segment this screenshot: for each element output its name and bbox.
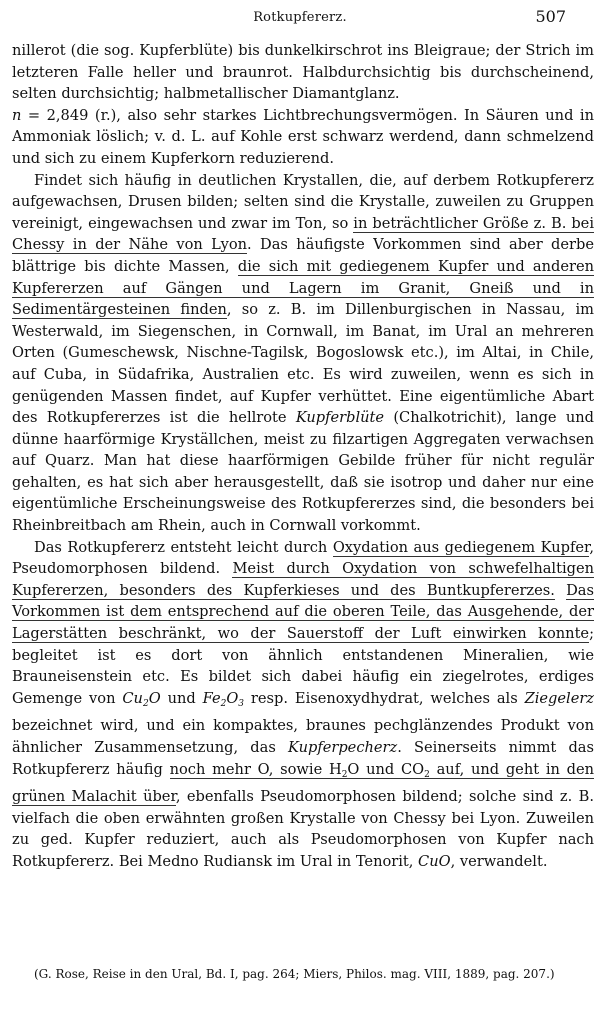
underlined-passage: in beträchtlicher Größe z. B. bei Chessy in der Nähe von Lyon: [12, 214, 594, 254]
paragraph-properties: [12, 40, 594, 170]
italic-term: Kupferblüte: [295, 409, 385, 427]
text-run: . Das häufigste Vorkommen sind aber derbe blättrige bis dichte Massen,: [12, 236, 594, 275]
text-run: und: [160, 689, 203, 707]
footnote-reference: [12, 965, 594, 983]
body-text: [12, 40, 594, 873]
page-header: [0, 6, 600, 32]
page-number: 507: [535, 7, 566, 26]
underlined-passage: noch mehr O, sowie $H_2O$ und $CO_2$ auf, und geht in den grünen Malachit über: [12, 760, 594, 806]
text-run: . Seinerseits nimmt das Rotkupfererz häufig: [12, 739, 594, 778]
text-run: Das Rotkupfererz entsteht leicht durch: [34, 538, 333, 556]
text-run: nillerot (die sog. Kupferblüte) bis dunkelkirschrot ins Bleigraue; der Strich im letzteren Falle heller und braunrot. Halbdurchsichtig bis durchscheinend, selten durchsichtig; halbmetallischer Diamantglanz.: [12, 42, 594, 103]
text-run: = 2,849 (r.), also sehr starkes Lichtbrechungsvermögen. In Säuren und in Ammoniak löslich; v. d. L. auf Kohle erst schwarz werdend, dann schmelzend und sich zu einem Kupferkorn reduzierend.: [12, 106, 594, 167]
underlined-passage: Das Vorkommen ist dem entsprechend auf die oberen Teile, das Ausgehende, der Lagerstätten beschränkt, wo der Sauerstoff der Luft einwirken konnte: [12, 581, 594, 643]
formula-cu2o: $Cu_2O$: [122, 689, 161, 709]
text-run: ; begleitet ist es dort von ähnlich entstandenen Mineralien, wie Brauneisenstein etc. Es bildet sich dabei häufig ein ziegelrotes, erdiges Gemenge von: [12, 625, 594, 707]
text-run: , Pseudomorphosen bildend.: [12, 538, 594, 578]
text-run: , so z. B. im Dillenburgischen in Nassau, im Westerwald, im Siegenschen, in Cornwall, im Banat, im Ural an mehreren Orten (Gumeschewsk, Nischne-Tagilsk, Bogoslowsk etc.), im Altai, in Chile, auf Cuba, in Südafrika, Australien etc. Es wird zuweilen, wenn es sich in genügenden Massen findet, auf Kupfer verhüttet. Eine eigentümliche Abart des Rotkupfererzes ist die hellrote: [12, 301, 595, 427]
text-run: Findet sich häufig in deutlichen Krystallen, die, auf derbem Rotkupfererz aufgewachsen, Drusen bilden; selten sind die Krystalle, zuweilen zu Gruppen vereinigt, eingewachsen und zwar im Ton, so: [12, 171, 594, 232]
text-run: , verwandelt.: [450, 852, 548, 870]
text-run: (Chalkotrichit), lange und dünne haarförmige Kryställchen, meist zu filzartigen Aggregaten verwachsen auf Quarz. Man hat diese haarförmigen Gebilde früher für nicht regulär gehalten, es hat sich aber herausgestellt, daß sie isotrop und daher nur eine eigentümliche Erscheinungsweise des Rotkupfererzes sind, die besonders bei Rheinbreitbach am Rhein, auch in Cornwall vorkommt.: [12, 409, 594, 535]
underlined-passage: die sich mit gediegenem Kupfer und anderen Kupfererzen auf Gängen und Lagern im Granit, Gneiß und in Sedimentärgesteinen finden: [12, 257, 595, 319]
underlined-passage: Oxydation aus gediegenem Kupfer: [332, 538, 590, 556]
italic-term: Ziegelerz: [524, 689, 595, 707]
formula-fe2o3: $Fe_2O_3$: [202, 689, 245, 709]
text-run: resp. Eisenoxydhydrat, welches als: [244, 689, 525, 707]
text-run: bezeichnet wird, und ein kompaktes, braunes pechglänzendes Produkt von ähnlicher Zusammensetzung, das: [12, 717, 594, 756]
formula-cuo: CuO: [418, 852, 451, 870]
refractive-index-symbol: n: [12, 106, 22, 124]
italic-term: Kupferpecherz: [288, 739, 398, 756]
paragraph-formation: [12, 537, 594, 873]
text-run: , ebenfalls Pseudomorphosen bildend; solche sind z. B. vielfach die oben erwähnten großen Krystalle von Chessy bei Lyon. Zuweilen zu ged. Kupfer reduziert, auch als Pseudomorphosen von Kupfer nach Rotkupfererz. Bei Medno Rudiansk im Ural in Tenorit,: [12, 788, 595, 870]
text-run: [555, 582, 566, 599]
footnote-text: (G. Rose, Reise in den Ural, Bd. I, pag. 264; Miers, Philos. mag. VIII, 1889, pag. 207.): [34, 967, 555, 981]
underlined-passage: Meist durch Oxydation von schwefelhaltigen Kupfererzen, besonders des Kupferkieses und des Buntkupfererzes.: [12, 560, 594, 599]
running-title: Rotkupfererz.: [253, 10, 347, 25]
paragraph-occurrence: [12, 170, 594, 537]
